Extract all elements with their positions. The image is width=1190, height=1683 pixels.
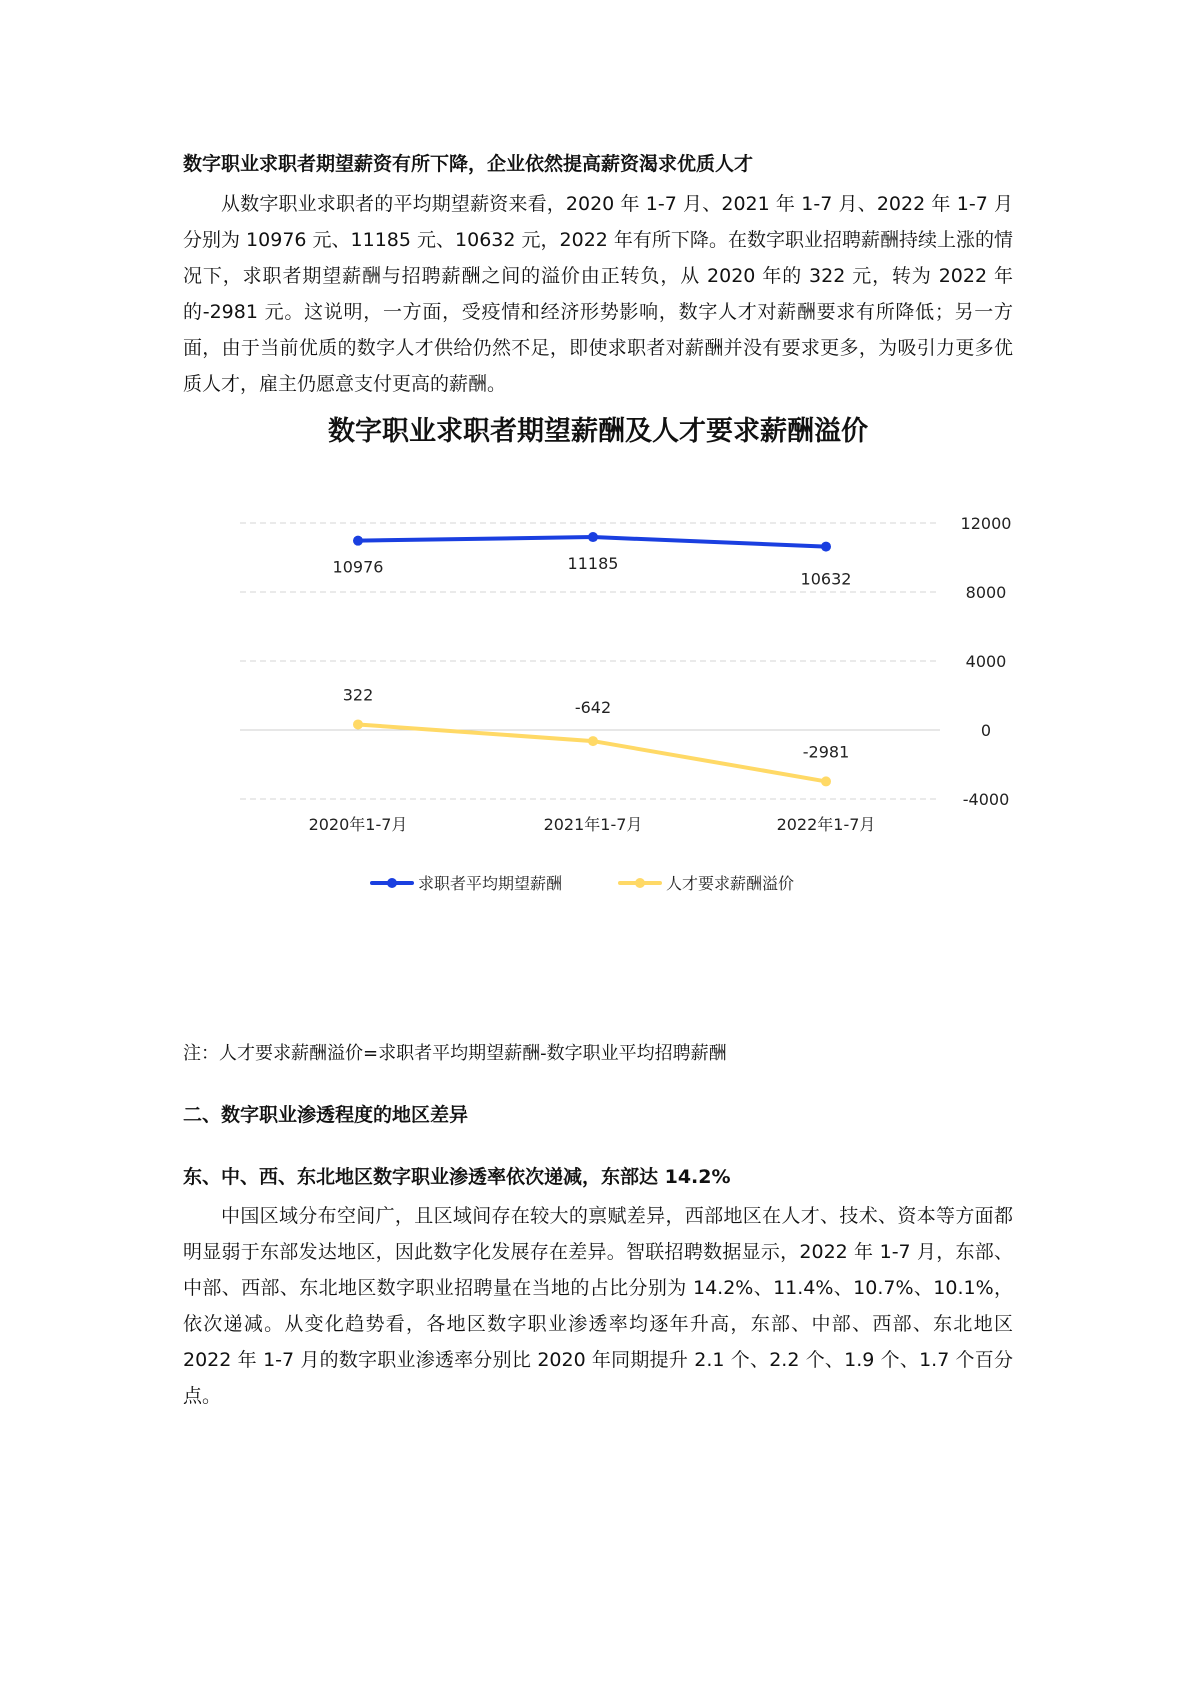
section2-heading: 二、数字职业渗透程度的地区差异 [183, 1104, 469, 1126]
section3-heading: 东、中、西、东北地区数字职业渗透率依次递减，东部达 14.2% [183, 1166, 731, 1188]
x-tick-label: 2020年1-7月 [308, 815, 408, 834]
data-label: 11185 [567, 554, 619, 574]
section1-heading: 数字职业求职者期望薪资有所下降，企业依然提高薪资渴求优质人才 [183, 153, 754, 175]
data-point [588, 532, 598, 542]
legend-marker [387, 878, 397, 888]
data-point [821, 776, 831, 786]
chart-note: 注：人才要求薪酬溢价=求职者平均期望薪酬-数字职业平均招聘薪酬 [183, 1043, 727, 1064]
data-point [588, 736, 598, 746]
data-label: 322 [342, 685, 374, 705]
y-tick-label: 4000 [965, 652, 1007, 671]
chart-title: 数字职业求职者期望薪酬及人才要求薪酬溢价 [328, 416, 868, 447]
data-label: 10632 [800, 569, 852, 589]
y-tick-label: 8000 [965, 583, 1007, 602]
y-tick-label: -4000 [962, 790, 1010, 809]
legend-label: 求职者平均期望薪酬 [418, 874, 563, 893]
data-label: -642 [574, 698, 612, 718]
section1-paragraph: 从数字职业求职者的平均期望薪资来看，2020 年 1-7 月、2021 年 1-7 月、2022 年 1-7 月分别为 10976 元、11185 元、10632 元，2022 年有所下降。在数字职业招聘薪酬持续上涨的情况下，求职者期望薪酬与招聘薪酬之间的溢价由正转负，从 2020 年的 322 元，转为 2022 年的-2981 元。这说明，一方面，受疫情和经济形势影响，数字人才对薪酬要求有所降低；另一方面，由于当前优质的数字人才供给仍然不足，即使求职者对薪酬并没有要求更多，为吸引力更多优质人才，雇主仍愿意支付更高的薪酬。 [183, 193, 1013, 395]
x-tick-label: 2022年1-7月 [776, 815, 876, 834]
x-tick-label: 2021年1-7月 [543, 815, 643, 834]
y-tick-label: 0 [980, 721, 992, 740]
series-line [358, 724, 826, 781]
y-tick-label: 12000 [960, 514, 1012, 533]
section3-paragraph: 中国区域分布空间广，且区域间存在较大的禀赋差异，西部地区在人才、技术、资本等方面都明显弱于东部发达地区，因此数字化发展存在差异。智联招聘数据显示，2022 年 1-7 月，东部、中部、西部、东北地区数字职业招聘量在当地的占比分别为 14.2%、11.4%、10.7%、10.1%，依次递减。从变化趋势看，各地区数字职业渗透率均逐年升高，东部、中部、西部、东北地区 2022 年 1-7 月的数字职业渗透率分别比 2020 年同期提升 2.1 个、2.2 个、1.9 个、1.7 个百分点。 [183, 1205, 1013, 1407]
data-point [821, 542, 831, 552]
data-point [353, 719, 363, 729]
data-label: -2981 [802, 742, 850, 762]
data-label: 10976 [332, 557, 384, 577]
data-point [353, 536, 363, 546]
legend-marker [635, 878, 645, 888]
legend-label: 人才要求薪酬溢价 [666, 874, 795, 893]
